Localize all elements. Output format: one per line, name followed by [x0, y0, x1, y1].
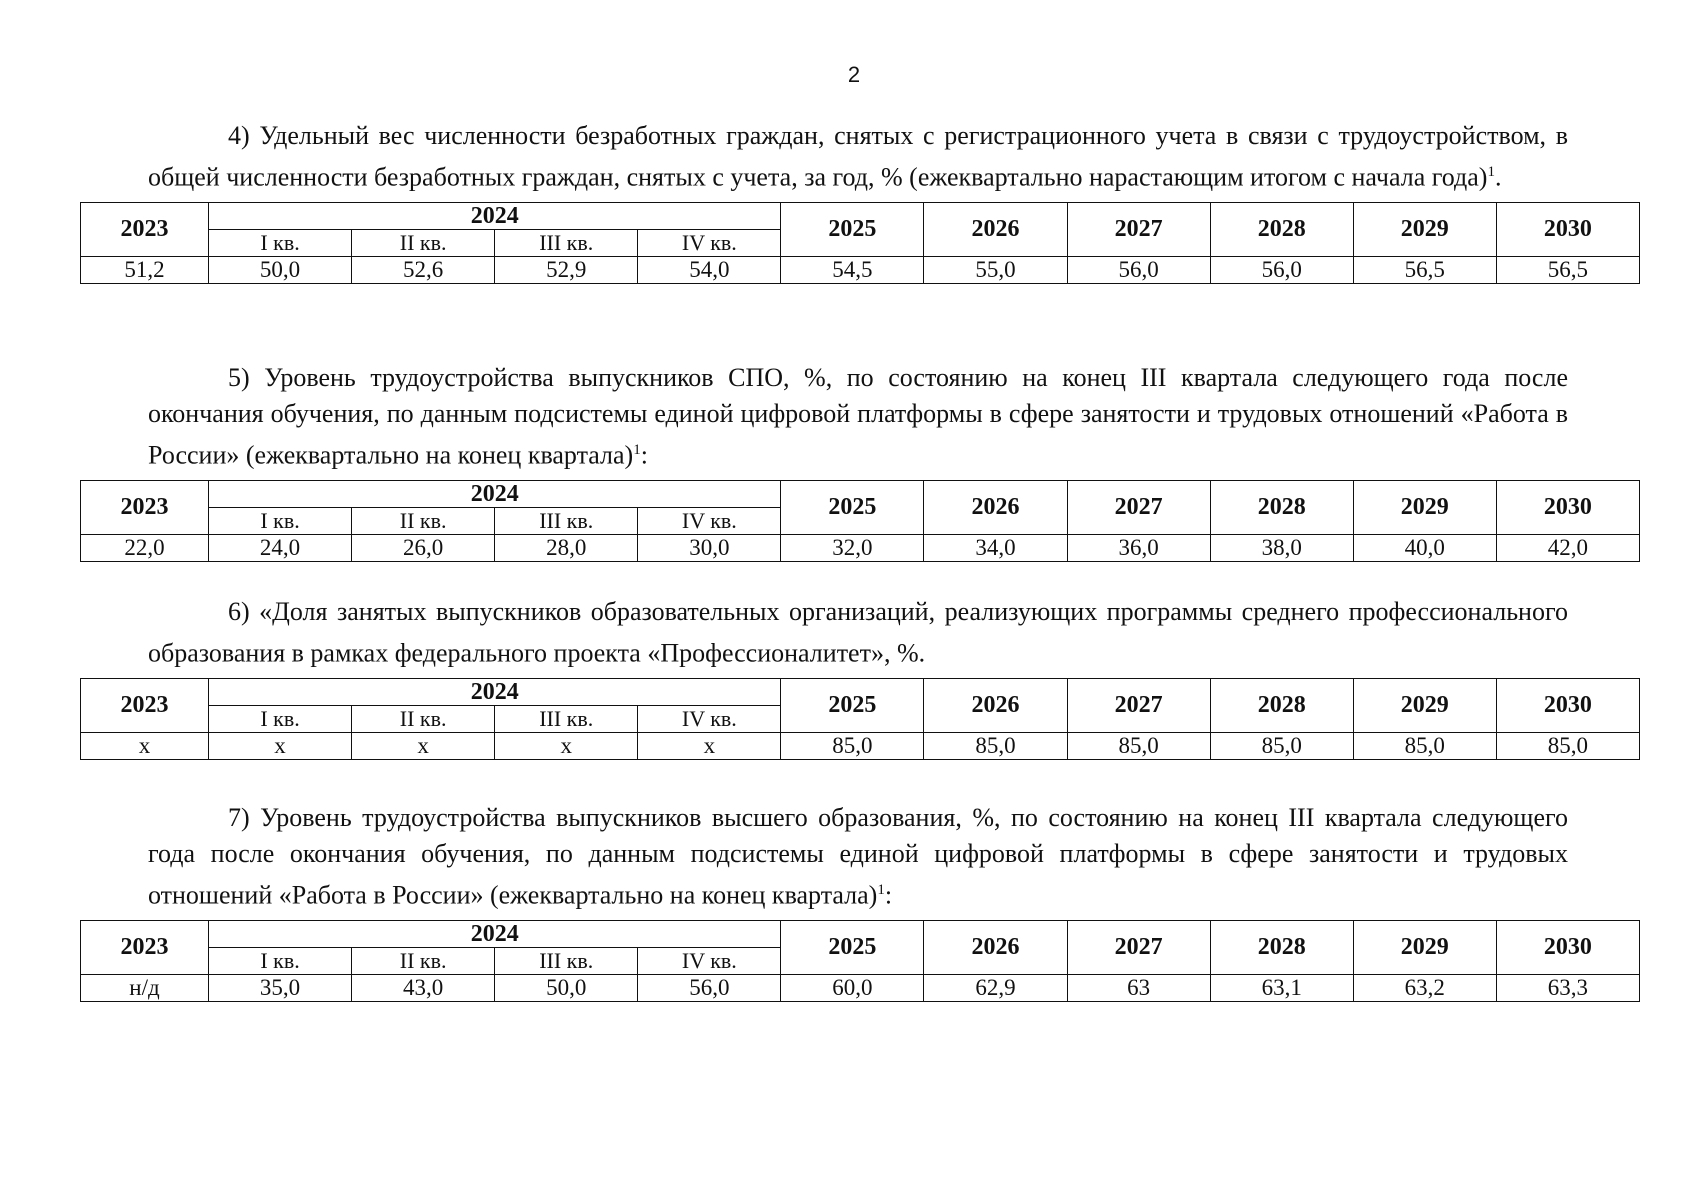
- indicator-table: [80, 678, 1640, 760]
- header-2028: 2028: [1210, 678, 1353, 732]
- header-q1: I кв.: [209, 507, 352, 534]
- value-cell: 85,0: [924, 732, 1067, 759]
- table-row: [81, 732, 1640, 759]
- header-q1: I кв.: [209, 947, 352, 974]
- indicator-text: 5) Уровень трудоустройства выпускников СПО, %, по состоянию на конец III квартала следующего года после окончания обучения, по данным подсистемы единой цифровой платформы в сфере занятости и трудовых отношений «Работа в России» (ежеквартально на конец квартала)$^1$:: [148, 363, 1568, 470]
- header-2025: 2025: [781, 480, 924, 534]
- header-2025: 2025: [781, 920, 924, 974]
- value-cell: 51,2: [81, 256, 209, 283]
- value-cell: 22,0: [81, 534, 209, 561]
- value-cell: 60,0: [781, 974, 924, 1001]
- value-cell: 85,0: [1496, 732, 1639, 759]
- header-2026: 2026: [924, 920, 1067, 974]
- value-cell: 54,0: [638, 256, 781, 283]
- header-q3: III кв.: [495, 705, 638, 732]
- value-cell: 54,5: [781, 256, 924, 283]
- value-cell: 30,0: [638, 534, 781, 561]
- header-2028: 2028: [1210, 202, 1353, 256]
- header-q3: III кв.: [495, 507, 638, 534]
- value-cell: 32,0: [781, 534, 924, 561]
- header-q1: I кв.: [209, 229, 352, 256]
- header-2023: 2023: [81, 202, 209, 256]
- header-2030: 2030: [1496, 678, 1639, 732]
- value-cell: х: [209, 732, 352, 759]
- header-q4: IV кв.: [638, 229, 781, 256]
- value-cell: н/д: [81, 974, 209, 1001]
- header-2029: 2029: [1353, 920, 1496, 974]
- header-2029: 2029: [1353, 480, 1496, 534]
- indicator-section-6: [80, 594, 1630, 760]
- header-2026: 2026: [924, 480, 1067, 534]
- header-2029: 2029: [1353, 678, 1496, 732]
- header-2024: 2024: [209, 202, 781, 229]
- header-2028: 2028: [1210, 480, 1353, 534]
- value-cell: 38,0: [1210, 534, 1353, 561]
- indicator-text: 6) «Доля занятых выпускников образовательных организаций, реализующих программы среднего профессионального образования в рамках федерального проекта «Профессионалитет», %.: [148, 597, 1568, 668]
- value-cell: 42,0: [1496, 534, 1639, 561]
- header-2028: 2028: [1210, 920, 1353, 974]
- header-q3: III кв.: [495, 947, 638, 974]
- header-q4: IV кв.: [638, 705, 781, 732]
- header-q4: IV кв.: [638, 507, 781, 534]
- header-2023: 2023: [81, 480, 209, 534]
- value-cell: 63,1: [1210, 974, 1353, 1001]
- header-2023: 2023: [81, 678, 209, 732]
- header-2024: 2024: [209, 678, 781, 705]
- header-2024: 2024: [209, 920, 781, 947]
- indicator-table: [80, 480, 1640, 562]
- header-q2: II кв.: [352, 229, 495, 256]
- value-cell: 50,0: [209, 256, 352, 283]
- header-q3: III кв.: [495, 229, 638, 256]
- header-2026: 2026: [924, 202, 1067, 256]
- header-2023: 2023: [81, 920, 209, 974]
- value-cell: 40,0: [1353, 534, 1496, 561]
- header-2027: 2027: [1067, 202, 1210, 256]
- value-cell: 85,0: [1353, 732, 1496, 759]
- header-2025: 2025: [781, 202, 924, 256]
- header-2027: 2027: [1067, 920, 1210, 974]
- value-cell: 24,0: [209, 534, 352, 561]
- page-number: 2: [847, 62, 861, 87]
- indicator-table: [80, 202, 1640, 284]
- value-cell: 43,0: [352, 974, 495, 1001]
- header-2029: 2029: [1353, 202, 1496, 256]
- value-cell: 50,0: [495, 974, 638, 1001]
- table-row: [81, 256, 1640, 283]
- header-q2: II кв.: [352, 705, 495, 732]
- header-2026: 2026: [924, 678, 1067, 732]
- header-q4: IV кв.: [638, 947, 781, 974]
- indicator-text: 7) Уровень трудоустройства выпускников высшего образования, %, по состоянию на конец III квартала следующего года после окончания обучения, по данным подсистемы единой цифровой платформы в сфере занятости и трудовых отношений «Работа в России» (ежеквартально на конец квартала)$^1$:: [148, 803, 1568, 910]
- header-2030: 2030: [1496, 202, 1639, 256]
- value-cell: 85,0: [1210, 732, 1353, 759]
- value-cell: 56,0: [1210, 256, 1353, 283]
- indicator-section-4: [80, 118, 1630, 284]
- value-cell: 28,0: [495, 534, 638, 561]
- header-2024: 2024: [209, 480, 781, 507]
- value-cell: 26,0: [352, 534, 495, 561]
- header-2025: 2025: [781, 678, 924, 732]
- value-cell: 56,0: [1067, 256, 1210, 283]
- value-cell: 62,9: [924, 974, 1067, 1001]
- table-row: [81, 534, 1640, 561]
- header-q2: II кв.: [352, 507, 495, 534]
- value-cell: 85,0: [781, 732, 924, 759]
- header-q2: II кв.: [352, 947, 495, 974]
- value-cell: 55,0: [924, 256, 1067, 283]
- value-cell: 85,0: [1067, 732, 1210, 759]
- indicator-section-7: [80, 800, 1630, 1002]
- value-cell: 36,0: [1067, 534, 1210, 561]
- indicator-table: [80, 920, 1640, 1002]
- indicator-section-5: [80, 360, 1630, 562]
- value-cell: 52,6: [352, 256, 495, 283]
- header-2030: 2030: [1496, 480, 1639, 534]
- value-cell: х: [81, 732, 209, 759]
- header-2027: 2027: [1067, 480, 1210, 534]
- value-cell: х: [495, 732, 638, 759]
- header-q1: I кв.: [209, 705, 352, 732]
- value-cell: 56,0: [638, 974, 781, 1001]
- table-row: [81, 974, 1640, 1001]
- header-2030: 2030: [1496, 920, 1639, 974]
- value-cell: 63,2: [1353, 974, 1496, 1001]
- value-cell: 63: [1067, 974, 1210, 1001]
- value-cell: 56,5: [1353, 256, 1496, 283]
- value-cell: х: [638, 732, 781, 759]
- value-cell: 52,9: [495, 256, 638, 283]
- header-2027: 2027: [1067, 678, 1210, 732]
- value-cell: 63,3: [1496, 974, 1639, 1001]
- value-cell: х: [352, 732, 495, 759]
- indicator-text: 4) Удельный вес численности безработных граждан, снятых с регистрационного учета в связи с трудоустройством, в общей численности безработных граждан, снятых с учета, за год, % (ежеквартально нарастающим итогом с начала года)$^1$.: [148, 121, 1568, 192]
- value-cell: 56,5: [1496, 256, 1639, 283]
- value-cell: 35,0: [209, 974, 352, 1001]
- value-cell: 34,0: [924, 534, 1067, 561]
